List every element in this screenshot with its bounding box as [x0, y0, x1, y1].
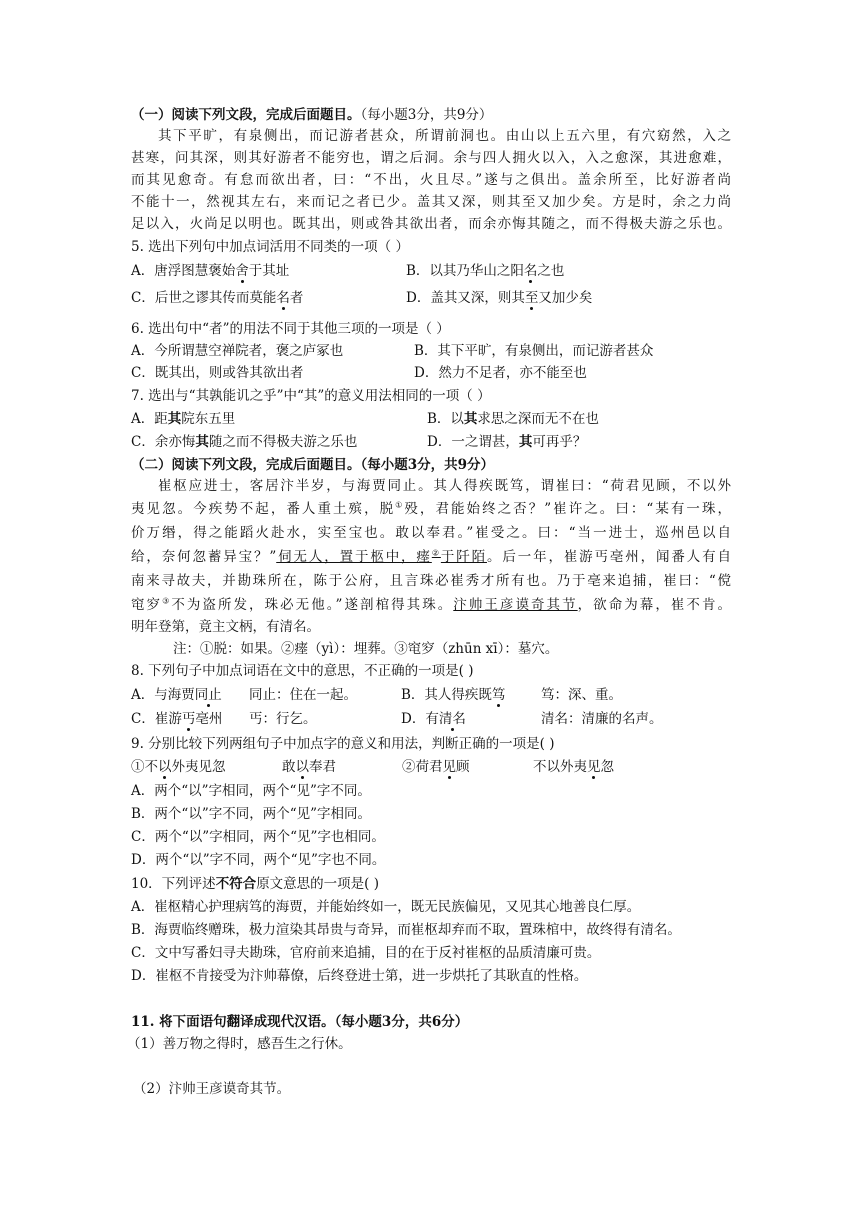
q7-stem: 7. 选出与“其孰能讥之乎”中“其”的意义用法相同的一项（ ）	[131, 388, 491, 404]
q8-option-b: B．其人得疾既笃	[401, 687, 506, 703]
q10-option-b: B．海贾临终赠珠，极力渲染其昂贵与奇异，而崔枢却弃而不取，置珠棺中，故终得有清名。	[131, 922, 681, 938]
q6-option-d: D．然力不足者，亦不能至也	[414, 365, 587, 381]
q9-option-b: B．两个“以”字不同，两个“见”字相同。	[131, 806, 372, 822]
passage1-line-1: 其下平旷，有泉侧出，而记游者甚众，所谓前洞也。由山以上五六里，有穴窈然，入之	[158, 128, 731, 144]
q9-option-d: D．两个“以”字不同，两个“见”字也不同。	[131, 852, 386, 868]
q7-option-a: A．距其院东五里	[131, 411, 236, 427]
q9-option-c: C．两个“以”字相同，两个“见”字也相同。	[131, 829, 385, 845]
q5-option-a: A．唐浮图慧褒始舍于其址	[131, 263, 290, 279]
q10-option-a: A．崔枢精心护理病笃的海贾，并能始终如一，既无民族偏见，又见其心地善良仁厚。	[131, 899, 641, 915]
q7-option-b: B．以其求思之深而无不在也	[427, 411, 599, 427]
passage1-line-5: 足以入，火尚足以明也。既其出，则或咎其欲出者，而余亦悔其随之，而不得极夫游之乐也。	[131, 216, 731, 232]
section2-heading: （二）阅读下列文段，完成后面题目。（每小题3分，共9分）	[131, 457, 495, 473]
q6-option-b: B．其下平旷，有泉侧出，而记游者甚众	[414, 343, 654, 359]
q11-sentence-2: （2）汴帅王彦谟奇其节。	[133, 1081, 291, 1097]
q6-option-c: C．既其出，则或咎其欲出者	[131, 365, 304, 381]
q9-group2-sentence-b: 不以外夷见忽	[533, 759, 614, 775]
passage2-line-5: 南来寻故夫，并勘珠所在，陈于公府，且言珠必崔秀才所有也。乃于亳来追捕，崔曰：“傥	[131, 573, 731, 589]
passage1-line-4: 不能十一，然视其左右，来而记之者已少。盖其又深，则其至又加少矣。方是时，余之力尚	[131, 194, 731, 210]
q9-group1-sentence-a: ①不以外夷见忽	[131, 759, 226, 775]
section1-heading: （一）阅读下列文段，完成后面题目。（每小题3分，共9分）	[131, 107, 493, 123]
q8-option-c-explain: 丐：行乞。	[249, 711, 317, 727]
passage1-line-2: 甚寒，问其深，则其好游者不能穷也，谓之后洞。余与四人拥火以入，入之愈深，其进愈难，	[131, 150, 731, 166]
q8-option-d-explain: 清名：清廉的名声。	[541, 711, 663, 727]
q11-heading: 11. 将下面语句翻译成现代汉语。（每小题3分，共6分）	[131, 1014, 469, 1030]
q6-stem: 6. 选出句中“者”的用法不同于其他三项的一项是（ ）	[131, 321, 450, 337]
q5-option-d: D．盖其又深，则其至又加少矣	[406, 290, 593, 306]
q10-option-c: C．文中写番妇寻夫勘珠，官府前来追捕，目的在于反衬崔枢的品质清廉可贵。	[131, 945, 601, 961]
q6-option-a: A．今所谓慧空禅院者，褒之庐冢也	[131, 343, 344, 359]
passage2-line-2: 夷见忽。今疾势不起，番人重土殡，脱①殁，君能始终之否？”崔许之。曰：“某有一珠，	[131, 500, 732, 517]
q5-option-c: C．后世之谬其传而莫能名者	[131, 290, 304, 306]
passage1-line-3: 而其见愈奇。有怠而欲出者，曰：“不出，火且尽。”遂与之俱出。盖余所至，比好游者尚	[131, 172, 731, 188]
q9-group1-sentence-b: 敢以奉君	[282, 759, 336, 775]
q7-option-d: D．一之谓甚，其可再乎？	[427, 434, 587, 450]
q9-stem: 9. 分别比较下列两组句子中加点字的意义和用法，判断正确的一项是( )	[131, 736, 555, 752]
passage2-line-7: 明年登第，竟主文柄，有清名。	[131, 619, 320, 635]
q5-option-b: B．以其乃华山之阳名之也	[406, 263, 565, 279]
passage2-line-6: 窀穸③不为盗所发，珠必无他。”遂剖棺得其珠。汴帅王彦谟奇其节，欲命为幕，崔不肯。	[131, 596, 732, 613]
q10-stem: 10．下列评述不符合原文意思的一项是( )	[131, 876, 380, 892]
passage2-line-4: 给，奈何忽蓄异宝？”伺无人，置于柩中，瘗②于阡陌。后一年，崔游丐亳州，闻番人有自	[131, 548, 732, 565]
q8-option-d: D．有清名	[401, 711, 466, 727]
q8-option-c: C．崔游丐亳州	[131, 711, 223, 727]
q8-option-a-explain: 同止：住在一起。	[249, 687, 357, 703]
q7-option-c: C．余亦悔其随之而不得极夫游之乐也	[131, 434, 358, 450]
q8-option-b-explain: 笃：深、重。	[541, 687, 622, 703]
passage2-line-3: 价万缗，得之能蹈火赴水，实至宝也。敢以奉君。”崔受之。曰：“当一进士，巡州邑以自	[131, 525, 731, 541]
q10-option-d: D．崔枢不肯接受为汴帅幕僚，后终登进士第，进一步烘托了其耿直的性格。	[131, 968, 588, 984]
passage2-notes: 注：①脱：如果。②瘗（yì）：埋葬。③窀穸（zhūn xī）：墓穴。	[173, 641, 559, 657]
q9-group2-sentence-a: ②荷君见顾	[402, 759, 470, 775]
passage2-line-1: 崔枢应进士，客居汴半岁，与海贾同止。其人得疾既笃，谓崔曰：“荷君见顾，不以外	[158, 478, 731, 494]
q11-sentence-1: （1）善万物之得时，感吾生之行休。	[127, 1036, 352, 1052]
q8-option-a: A．与海贾同止	[131, 687, 222, 703]
q5-stem: 5. 选出下列句中加点词活用不同类的一项（ ）	[131, 239, 409, 255]
q8-stem: 8. 下列句子中加点词语在文中的意思，不正确的一项是( )	[131, 663, 474, 679]
q9-option-a: A．两个“以”字相同，两个“见”字不同。	[131, 783, 371, 799]
